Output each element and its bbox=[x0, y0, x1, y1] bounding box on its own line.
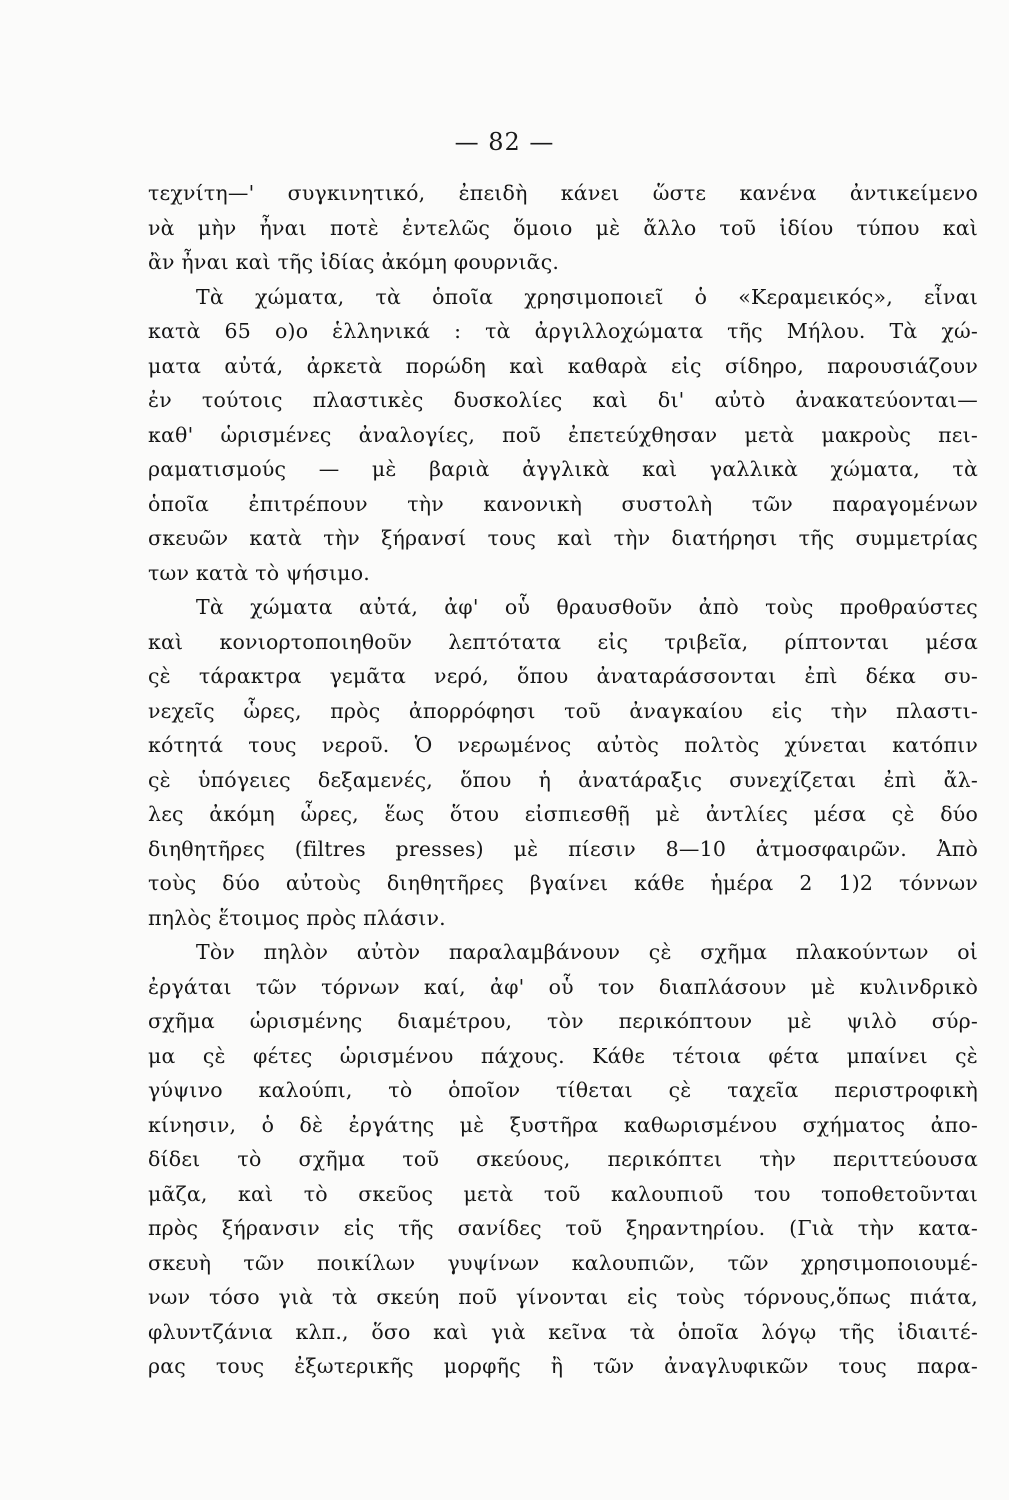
text-line: Τὰ χώματα αὐτά, ἀφ' οὗ θραυσθοῦν ἀπὸ τοὺς προθραύστες bbox=[196, 595, 978, 619]
text-line: ρας τους ἐξωτερικῆς μορφῆς ἢ τῶν ἀναγλυφικῶν τους παρα- bbox=[148, 1354, 978, 1378]
text-line: ὁποῖα ἐπιτρέπουν τὴν κανονικὴ συστολὴ τῶν παραγομένων bbox=[148, 491, 978, 516]
text-line: ςὲ τάρακτρα γεμᾶτα νερό, ὅπου ἀναταράσσονται ἐπὶ δέκα συ- bbox=[148, 664, 978, 688]
text-line: πηλὸς ἕτοιμος πρὸς πλάσιν. bbox=[148, 905, 446, 930]
text-line: κίνησιν, ὁ δὲ ἐργάτης μὲ ξυστῆρα καθωρισμένου σχήματος ἀπο- bbox=[148, 1112, 978, 1137]
text-line: ἐργάται τῶν τόρνων καί, ἀφ' οὗ τον διαπλάσουν μὲ κυλινδρικὸ bbox=[148, 974, 978, 999]
text-line: κότητά τους νεροῦ. Ὁ νερωμένος αὐτὸς πολτὸς χύνεται κατόπιν bbox=[148, 733, 978, 757]
text-line: Τὸν πηλὸν αὐτὸν παραλαμβάνουν ςὲ σχῆμα πλακούντων οἱ bbox=[196, 940, 978, 964]
text-line: τοὺς δύο αὐτοὺς διηθητῆρες βγαίνει κάθε ἡμέρα 2 1)2 τόννων bbox=[148, 871, 978, 895]
text-line: νων τόσο γιὰ τὰ σκεύη ποῦ γίνονται εἰς τοὺς τόρνους,ὅπως πιάτα, bbox=[148, 1285, 978, 1309]
text-line: ραματισμούς — μὲ βαριὰ ἀγγλικὰ καὶ γαλλικὰ χώματα, τὰ bbox=[148, 457, 978, 481]
text-line: γύψινο καλούπι, τὸ ὁποῖον τίθεται ςὲ ταχεῖα περιστροφικὴ bbox=[148, 1078, 978, 1102]
body-text bbox=[148, 176, 978, 1384]
text-line: διηθητῆρες (filtres presses) μὲ πίεσιν 8—10 ἀτμοσφαιρῶν. Ἀπὸ bbox=[148, 836, 978, 861]
text-line: μα ςὲ φέτες ὡρισμένου πάχους. Κάθε τέτοια φέτα μπαίνει ςὲ bbox=[148, 1043, 978, 1068]
text-line: καθ' ὡρισμένες ἀναλογίες, ποῦ ἐπετεύχθησαν μετὰ μακροὺς πει- bbox=[148, 422, 978, 447]
text-line: ςὲ ὑπόγειες δεξαμενές, ὅπου ἡ ἀνατάραξις συνεχίζεται ἐπὶ ἄλ- bbox=[148, 767, 978, 792]
text-line: δίδει τὸ σχῆμα τοῦ σκεύους, περικόπτει τὴν περιττεύουσα bbox=[148, 1147, 978, 1171]
text-line: λες ἀκόμη ὧρες, ἕως ὅτου εἰσπιεσθῇ μὲ ἀντλίες μέσα ςὲ δύο bbox=[148, 802, 978, 826]
text-line: ματα αὐτά, ἀρκετὰ πορώδη καὶ καθαρὰ εἰς σίδηρο, παρουσιάζουν bbox=[148, 353, 978, 378]
text-line: των κατὰ τὸ ψήσιμο. bbox=[148, 560, 370, 585]
text-line: κατὰ 65 ο)ο ἑλληνικά : τὰ ἀργιλλοχώματα τῆς Μήλου. Τὰ χώ- bbox=[148, 319, 978, 343]
text-line: Τὰ χώματα, τὰ ὁποῖα χρησιμοποιεῖ ὁ «Κεραμεικός», εἶναι bbox=[196, 284, 978, 309]
page-number: — 82 — bbox=[454, 128, 555, 156]
text-line: ἐν τούτοις πλαστικὲς δυσκολίες καὶ δι' αὐτὸ ἀνακατεύονται— bbox=[148, 388, 978, 412]
text-line: νεχεῖς ὧρες, πρὸς ἀπορρόφησι τοῦ ἀναγκαίου εἰς τὴν πλαστι- bbox=[148, 698, 978, 723]
text-line: πρὸς ξήρανσιν εἰς τῆς σανίδες τοῦ ξηραντηρίου. (Γιὰ τὴν κατα- bbox=[148, 1216, 978, 1240]
text-line: ἂν ἦναι καὶ τῆς ἰδίας ἀκόμη φουρνιᾶς. bbox=[148, 250, 560, 274]
text-line: μᾶζα, καὶ τὸ σκεῦος μετὰ τοῦ καλουπιοῦ του τοποθετοῦνται bbox=[148, 1181, 978, 1206]
text-line: σχῆμα ὡρισμένης διαμέτρου, τὸν περικόπτουν μὲ ψιλὸ σύρ- bbox=[148, 1009, 978, 1033]
text-line: σκευὴ τῶν ποικίλων γυψίνων καλουπιῶν, τῶν χρησιμοποιουμέ- bbox=[148, 1250, 978, 1275]
text-line: νὰ μὴν ἦναι ποτὲ ἐντελῶς ὅμοιο μὲ ἄλλο τοῦ ἰδίου τύπου καὶ bbox=[148, 215, 978, 240]
text-line: σκευῶν κατὰ τὴν ξήρανσί τους καὶ τὴν διατήρησι τῆς συμμετρίας bbox=[148, 526, 978, 550]
text-line: φλυντζάνια κλπ., ὅσο καὶ γιὰ κεῖνα τὰ ὁποῖα λόγῳ τῆς ἰδιαιτέ- bbox=[148, 1319, 978, 1344]
text-line: τεχνίτη—' συγκινητικό, ἐπειδὴ κάνει ὥστε κανένα ἀντικείμενο bbox=[148, 181, 978, 205]
text-line: καὶ κονιορτοποιηθοῦν λεπτότατα εἰς τριβεῖα, ρίπτονται μέσα bbox=[148, 629, 978, 654]
